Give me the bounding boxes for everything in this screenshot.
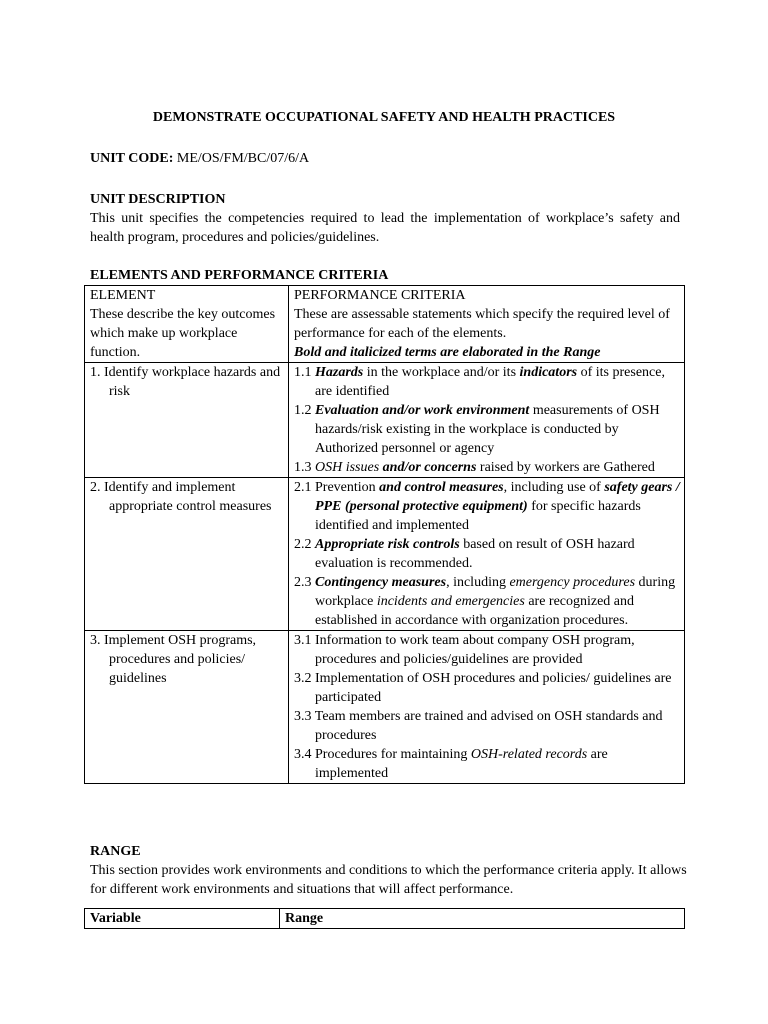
criterion-number: 2.2 <box>294 537 312 552</box>
criterion-item <box>294 458 680 477</box>
element-item <box>90 631 284 688</box>
element-cell <box>85 363 289 478</box>
criterion-text: raised by workers are Gathered <box>476 460 655 475</box>
range-term: safety gears / PPE (personal protective equipment) <box>315 480 680 514</box>
element-text: Identify and implement appropriate control measures <box>104 480 272 514</box>
criterion-item <box>294 573 680 630</box>
criterion-item <box>294 631 680 669</box>
criterion-item <box>294 745 680 783</box>
elements-criteria-table <box>84 285 685 784</box>
criterion-text: measurements of OSH hazards/risk existing in the workplace is conducted by Authorized personnel or agency <box>315 403 660 456</box>
element-text: Identify workplace hazards and risk <box>104 365 281 399</box>
unit-code-label: UNIT CODE: <box>90 151 174 166</box>
criterion-text: based on result of OSH hazard evaluation is recommended. <box>315 537 635 571</box>
unit-description-text: This unit specifies the competencies required to lead the implementation of workplace’s safety and health program, procedures and policies/guidelines. <box>90 211 680 245</box>
range-term: OSH-related records <box>470 747 588 762</box>
criteria-column-description: These are assessable statements which specify the required level of performance for each of the elements. <box>294 307 670 341</box>
range-term: Appropriate risk controls <box>315 537 460 552</box>
unit-code-value: ME/OS/FM/BC/07/6/A <box>176 151 310 166</box>
criterion-number: 1.2 <box>294 403 312 418</box>
range-description: This section provides work environments and conditions to which the performance criteria apply. It allows for different work environments and situations that will affect performance. <box>90 863 687 897</box>
criterion-number: 1.3 <box>294 460 312 475</box>
element-cell <box>85 631 289 784</box>
criterion-text: Procedures for maintaining <box>315 747 471 762</box>
range-term: and control measures <box>379 480 504 495</box>
criteria-column-note: Bold and italicized terms are elaborated in the Range <box>294 345 601 360</box>
criterion-text: are implemented <box>315 747 608 781</box>
criterion-text: during workplace <box>315 575 676 609</box>
criterion-number: 3.4 <box>294 747 312 762</box>
criterion-text: of its presence, are identified <box>315 365 665 399</box>
variable-header: Variable <box>85 909 280 929</box>
element-cell <box>85 478 289 631</box>
criterion-item <box>294 401 680 458</box>
table-header-row <box>85 286 685 363</box>
criterion-item <box>294 669 680 707</box>
document-title: DEMONSTRATE OCCUPATIONAL SAFETY AND HEALTH PRACTICES <box>152 110 616 125</box>
range-term: Evaluation and/or work environment <box>315 403 530 418</box>
element-number: 1. <box>90 365 101 380</box>
range-table-header <box>85 909 685 929</box>
range-term: emergency procedures <box>509 575 636 590</box>
range-heading: RANGE <box>90 844 141 859</box>
element-column-description: These describe the key outcomes which make up workplace function. <box>90 307 276 360</box>
unit-code <box>90 149 309 168</box>
element-header-cell <box>85 286 289 363</box>
criterion-text: for specific hazards identified and implemented <box>315 499 641 533</box>
criterion-number: 1.1 <box>294 365 312 380</box>
criterion-item <box>294 535 680 573</box>
range-term: Contingency measures <box>315 575 447 590</box>
range-term: OSH issues <box>315 460 380 475</box>
criterion-item <box>294 363 680 401</box>
criterion-text: Implementation of OSH procedures and policies/ guidelines are participated <box>315 671 672 705</box>
range-table <box>84 908 685 929</box>
criterion-number: 2.3 <box>294 575 312 590</box>
criteria-header-cell <box>289 286 685 363</box>
elements-heading: ELEMENTS AND PERFORMANCE CRITERIA <box>90 268 389 283</box>
table-row <box>85 631 685 784</box>
range-term: Hazards <box>315 365 364 380</box>
element-item <box>90 478 284 516</box>
criterion-text: are recognized and established in accordance with organization procedures. <box>315 594 635 628</box>
element-item <box>90 363 284 401</box>
criterion-text: Team members are trained and advised on OSH standards and procedures <box>314 709 663 743</box>
range-term: and/or concerns <box>382 460 477 475</box>
range-term: incidents and emergencies <box>376 594 525 609</box>
criterion-number: 3.1 <box>294 633 312 648</box>
criteria-cell <box>289 478 685 631</box>
criterion-text: , including <box>446 575 510 590</box>
criterion-text: in the workplace and/or its <box>363 365 520 380</box>
range-term: indicators <box>519 365 578 380</box>
table-row <box>85 363 685 478</box>
range-header: Range <box>280 909 685 929</box>
criterion-item <box>294 478 680 535</box>
element-column-title: ELEMENT <box>90 288 156 303</box>
criterion-number: 3.3 <box>294 709 312 724</box>
criterion-text: Information to work team about company OSH program, procedures and policies/guidelines are provided <box>315 633 635 667</box>
criterion-number: 3.2 <box>294 671 312 686</box>
element-text: Implement OSH programs, procedures and policies/ guidelines <box>104 633 257 686</box>
element-number: 3. <box>90 633 101 648</box>
criterion-text: Prevention <box>315 480 380 495</box>
table-row <box>85 478 685 631</box>
criterion-text: , including use of <box>503 480 605 495</box>
element-number: 2. <box>90 480 101 495</box>
criterion-item <box>294 707 680 745</box>
unit-description-heading: UNIT DESCRIPTION <box>90 192 226 207</box>
criterion-number: 2.1 <box>294 480 312 495</box>
criteria-cell <box>289 363 685 478</box>
criteria-cell <box>289 631 685 784</box>
criteria-column-title: PERFORMANCE CRITERIA <box>294 288 466 303</box>
